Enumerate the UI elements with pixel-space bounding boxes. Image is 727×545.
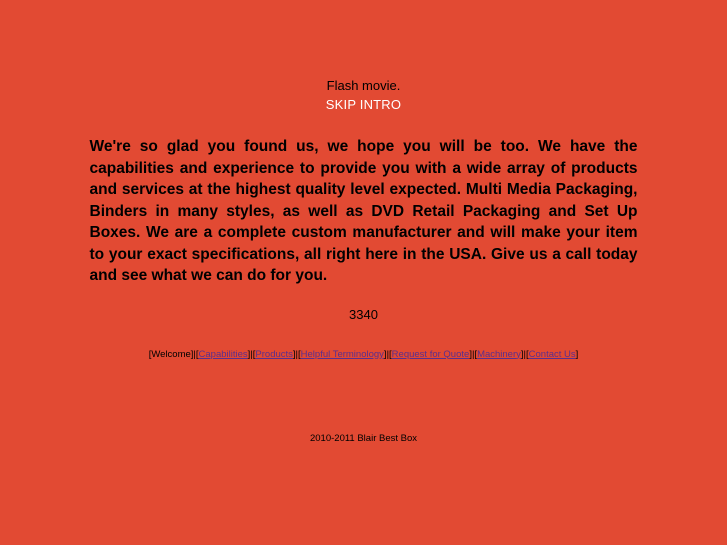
nav-sep-1b: | (193, 348, 196, 360)
nav-bracket-2-open: [ (195, 348, 199, 360)
nav-item-welcome[interactable]: Welcome (151, 348, 191, 360)
nav-bracket-6-open: [ (474, 348, 478, 360)
nav-open-bracket: [ (148, 348, 152, 360)
flash-placeholder-area (0, 0, 727, 114)
nav-bracket-7-close: ] (575, 348, 579, 360)
nav-bracket-3-open: [ (252, 348, 256, 360)
visitor-counter: 3340 (349, 306, 378, 322)
nav-bracket-5-open: [ (389, 348, 392, 360)
nav-item-capabilities[interactable]: Capabilities (198, 348, 248, 360)
nav-sep-6: | (523, 348, 526, 360)
nav-sep-5: | (471, 348, 475, 360)
skip-intro-link[interactable]: SKIP INTRO (325, 97, 402, 112)
nav-item-products[interactable]: Products (255, 348, 293, 360)
nav-bracket-5-close: ] (469, 348, 472, 360)
nav-bracket-6-close: ] (520, 348, 524, 360)
nav-item-helpful-terminology[interactable]: Helpful Terminology (300, 348, 384, 360)
nav-bracket-3-close: ] (292, 348, 296, 360)
nav-item-machinery[interactable]: Machinery (477, 348, 521, 360)
nav-item-contact-us[interactable]: Contact Us (528, 348, 576, 360)
site-navigation (0, 348, 727, 362)
nav-bracket-2-close: ] (247, 348, 251, 360)
nav-item-request-for-quote[interactable]: Request for Quote (391, 348, 470, 360)
nav-sep-3: | (295, 348, 299, 360)
intro-paragraph: We're so glad you found us, we hope you will be too. We have the capabilities and experience to provide you with a wide array of products and services at the highest quality level expected. Multi Media Packaging, Binders in many styles, as well as DVD Retail Packaging and Set Up Boxes. We are a complete custom manufacturer and will make your item to your exact specifications, all right here in the USA. Give us a call today and see what we can do for you. (89, 138, 638, 284)
footer-copyright: 2010-2011 Blair Best Box (309, 433, 418, 444)
nav-sep-1: ] (190, 348, 194, 360)
nav-sep-4: | (386, 348, 390, 360)
flash-movie-label: Flash movie. (326, 78, 401, 93)
nav-bracket-7-open: [ (526, 348, 529, 360)
nav-sep-2: | (250, 348, 253, 360)
nav-bracket-4-close: ] (383, 348, 387, 360)
nav-bracket-4-open: [ (298, 348, 301, 360)
